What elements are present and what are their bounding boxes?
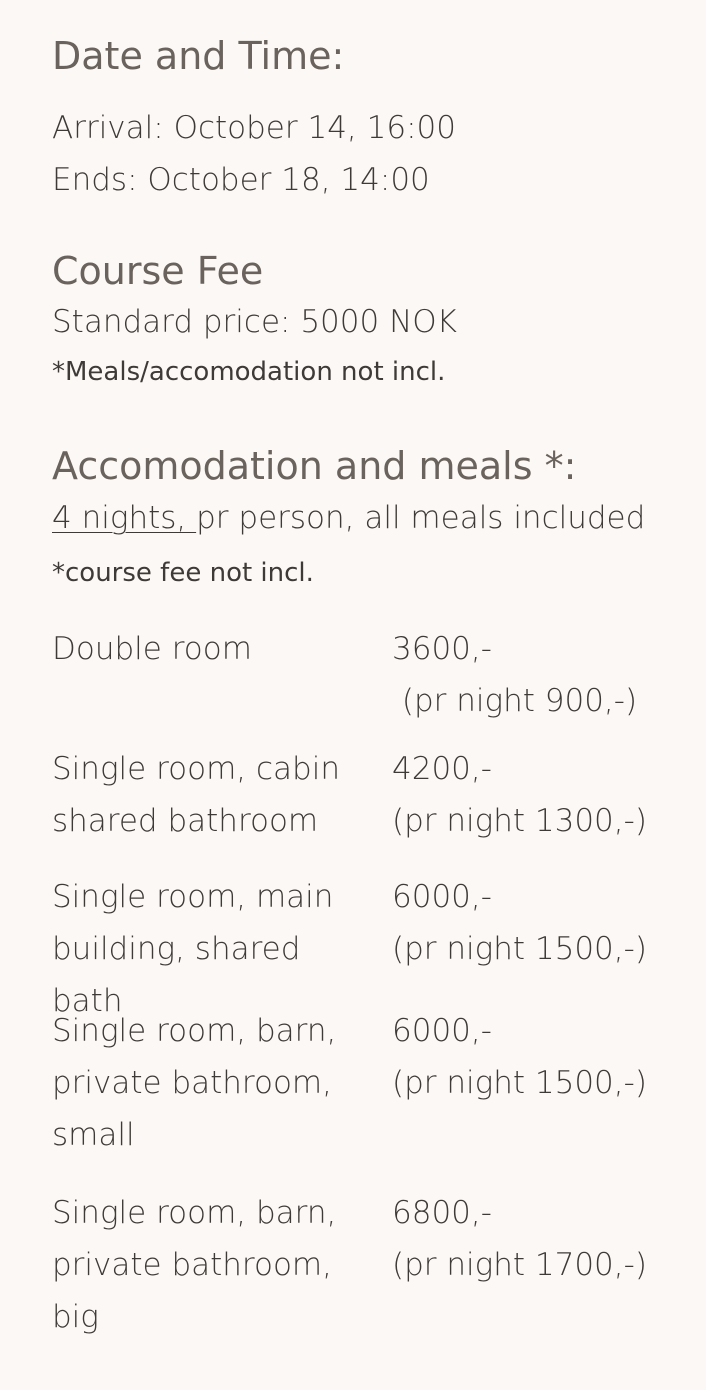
room-price: 6800,- — [392, 1195, 492, 1231]
course-fee-heading: Course Fee — [52, 249, 264, 293]
room-name: Double room — [52, 631, 252, 667]
room-price-block — [392, 871, 647, 975]
room-price: 4200,- — [392, 751, 492, 787]
room-per-night: (pr night 1500,-) — [392, 1065, 647, 1101]
room-price-block — [392, 743, 647, 847]
room-per-night: (pr night 1700,-) — [392, 1247, 647, 1283]
room-name: Single room, main building, shared bath — [52, 879, 334, 1019]
date-time-heading: Date and Time: — [52, 34, 345, 78]
accommodation-note: *course fee not incl. — [52, 558, 314, 588]
room-per-night: (pr night 1500,-) — [392, 931, 647, 967]
subtitle-rest: pr person, all meals included — [196, 500, 646, 536]
accommodation-heading: Accomodation and meals *: — [52, 444, 577, 488]
room-name: Single room, cabin shared bathroom — [52, 751, 340, 839]
nights-link[interactable]: 4 nights, — [52, 500, 197, 536]
course-fee-note: *Meals/accomodation not incl. — [52, 357, 446, 387]
arrival-text: Arrival: October 14, 16:00 — [52, 110, 456, 146]
room-price-block — [392, 623, 637, 727]
room-price: 6000,- — [392, 879, 492, 915]
room-price: 6000,- — [392, 1013, 492, 1049]
room-price-block — [392, 1187, 647, 1291]
accommodation-subtitle — [52, 500, 646, 536]
room-per-night: (pr night 900,-) — [392, 683, 638, 719]
room-price-block — [392, 1005, 647, 1109]
room-name: Single room, barn, private bathroom, big — [52, 1195, 337, 1335]
ends-text: Ends: October 18, 14:00 — [52, 162, 430, 198]
room-per-night: (pr night 1300,-) — [392, 803, 647, 839]
room-name: Single room, barn, private bathroom, small — [52, 1013, 337, 1153]
room-price: 3600,- — [392, 631, 492, 667]
standard-price-text: Standard price: 5000 NOK — [52, 304, 457, 340]
